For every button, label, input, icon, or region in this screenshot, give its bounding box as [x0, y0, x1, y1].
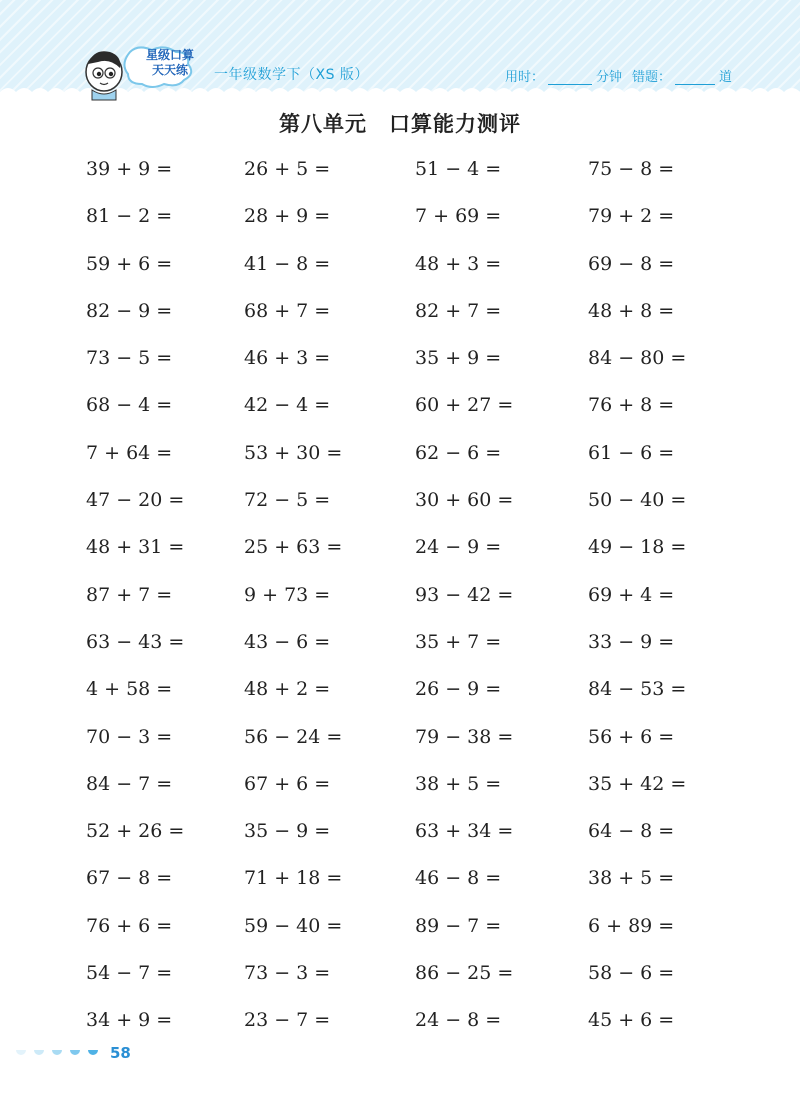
problem-item: 23 − 7 = [244, 1009, 331, 1032]
problem-row [0, 288, 800, 335]
errors-label: 错题： [632, 70, 672, 85]
problem-grid [0, 146, 800, 1045]
problem-item: 48 + 3 = [415, 252, 502, 275]
problem-row [0, 524, 800, 571]
problem-item: 52 + 26 = [86, 820, 185, 843]
problem-item: 58 − 6 = [588, 962, 675, 985]
problem-item: 34 + 9 = [86, 1009, 173, 1032]
problem-item: 82 + 7 = [415, 299, 502, 322]
problem-item: 69 − 8 = [588, 252, 675, 275]
problem-item: 68 − 4 = [86, 394, 173, 417]
problem-item: 35 + 42 = [588, 772, 687, 795]
problem-row [0, 666, 800, 713]
problem-row [0, 477, 800, 524]
problem-item: 72 − 5 = [244, 489, 331, 512]
series-title-line1: 星级口算 [145, 48, 194, 62]
problem-item: 64 − 8 = [588, 820, 675, 843]
problem-item: 86 − 25 = [415, 962, 514, 985]
problem-item: 56 + 6 = [588, 725, 675, 748]
problem-item: 35 + 9 = [415, 347, 502, 370]
problem-item: 60 + 27 = [415, 394, 514, 417]
problem-row [0, 950, 800, 997]
problem-item: 59 + 6 = [86, 252, 173, 275]
problem-item: 42 − 4 = [244, 394, 331, 417]
problem-item: 93 − 42 = [415, 583, 514, 606]
series-title-line2: 天天练 [151, 63, 188, 77]
problem-item: 59 − 40 = [244, 914, 343, 937]
problem-item: 28 + 9 = [244, 205, 331, 228]
problem-item: 48 + 31 = [86, 536, 185, 559]
problem-item: 7 + 64 = [86, 441, 173, 464]
problem-item: 69 + 4 = [588, 583, 675, 606]
problem-item: 26 − 9 = [415, 678, 502, 701]
problem-item: 63 − 43 = [86, 630, 185, 653]
problem-item: 49 − 18 = [588, 536, 687, 559]
problem-item: 75 − 8 = [588, 158, 675, 180]
problem-item: 70 − 3 = [86, 725, 173, 748]
problem-item: 38 + 5 = [588, 867, 675, 890]
problem-row [0, 808, 800, 855]
problem-item: 7 + 69 = [415, 205, 502, 228]
problem-item: 63 + 34 = [415, 820, 514, 843]
problem-item: 51 − 4 = [415, 158, 502, 180]
time-and-errors-record [505, 66, 732, 85]
errors-blank [675, 72, 715, 85]
problem-item: 68 + 7 = [244, 299, 331, 322]
problem-item: 84 − 53 = [588, 678, 687, 701]
problem-item: 35 + 7 = [415, 630, 502, 653]
problem-item: 89 − 7 = [415, 914, 502, 937]
problem-item: 39 + 9 = [86, 158, 173, 180]
problem-item: 43 − 6 = [244, 630, 331, 653]
problem-row [0, 903, 800, 950]
problem-item: 25 + 63 = [244, 536, 343, 559]
problem-item: 46 + 3 = [244, 347, 331, 370]
problem-row [0, 430, 800, 477]
problem-item: 41 − 8 = [244, 252, 331, 275]
footer-dots-decoration [12, 1046, 108, 1062]
problem-item: 47 − 20 = [86, 489, 185, 512]
problem-item: 9 + 73 = [244, 583, 331, 606]
problem-item: 6 + 89 = [588, 914, 675, 937]
problem-item: 82 − 9 = [86, 299, 173, 322]
problem-row [0, 714, 800, 761]
problem-row [0, 572, 800, 619]
time-label: 用时： [505, 70, 545, 85]
problem-item: 56 − 24 = [244, 725, 343, 748]
book-title: 一年级数学下（XS 版） [214, 67, 369, 83]
problem-row [0, 619, 800, 666]
problem-row [0, 193, 800, 240]
problem-item: 48 + 8 = [588, 299, 675, 322]
problem-item: 53 + 30 = [244, 441, 343, 464]
problem-item: 24 − 8 = [415, 1009, 502, 1032]
problem-row [0, 761, 800, 808]
problem-item: 38 + 5 = [415, 772, 502, 795]
problem-item: 67 − 8 = [86, 867, 173, 890]
problem-item: 30 + 60 = [415, 489, 514, 512]
problem-item: 26 + 5 = [244, 158, 331, 180]
time-unit: 分钟 [596, 70, 623, 85]
problem-item: 61 − 6 = [588, 441, 675, 464]
problem-item: 54 − 7 = [86, 962, 173, 985]
errors-unit: 道 [719, 70, 733, 85]
problem-item: 81 − 2 = [86, 205, 173, 228]
problem-item: 87 + 7 = [86, 583, 173, 606]
problem-item: 71 + 18 = [244, 867, 343, 890]
problem-item: 35 − 9 = [244, 820, 331, 843]
problem-item: 4 + 58 = [86, 678, 173, 701]
problem-item: 33 − 9 = [588, 630, 675, 653]
problem-item: 73 − 5 = [86, 347, 173, 370]
time-blank [548, 72, 592, 85]
problem-row [0, 997, 800, 1044]
problem-item: 46 − 8 = [415, 867, 502, 890]
problem-item: 79 + 2 = [588, 205, 675, 228]
problem-row [0, 855, 800, 902]
problem-item: 76 + 6 = [86, 914, 173, 937]
problem-item: 24 − 9 = [415, 536, 502, 559]
problem-row [0, 146, 800, 193]
page-number: 58 [110, 1044, 131, 1062]
series-title [134, 48, 206, 82]
problem-item: 84 − 7 = [86, 772, 173, 795]
problem-item: 73 − 3 = [244, 962, 331, 985]
problem-row [0, 335, 800, 382]
problem-item: 45 + 6 = [588, 1009, 675, 1032]
problem-item: 84 − 80 = [588, 347, 687, 370]
problem-item: 62 − 6 = [415, 441, 502, 464]
problem-item: 76 + 8 = [588, 394, 675, 417]
problem-item: 79 − 38 = [415, 725, 514, 748]
problem-item: 48 + 2 = [244, 678, 331, 701]
problem-item: 67 + 6 = [244, 772, 331, 795]
problem-row [0, 241, 800, 288]
problem-row [0, 382, 800, 429]
problem-item: 50 − 40 = [588, 489, 687, 512]
page-title: 第八单元 口算能力测评 [279, 112, 521, 136]
